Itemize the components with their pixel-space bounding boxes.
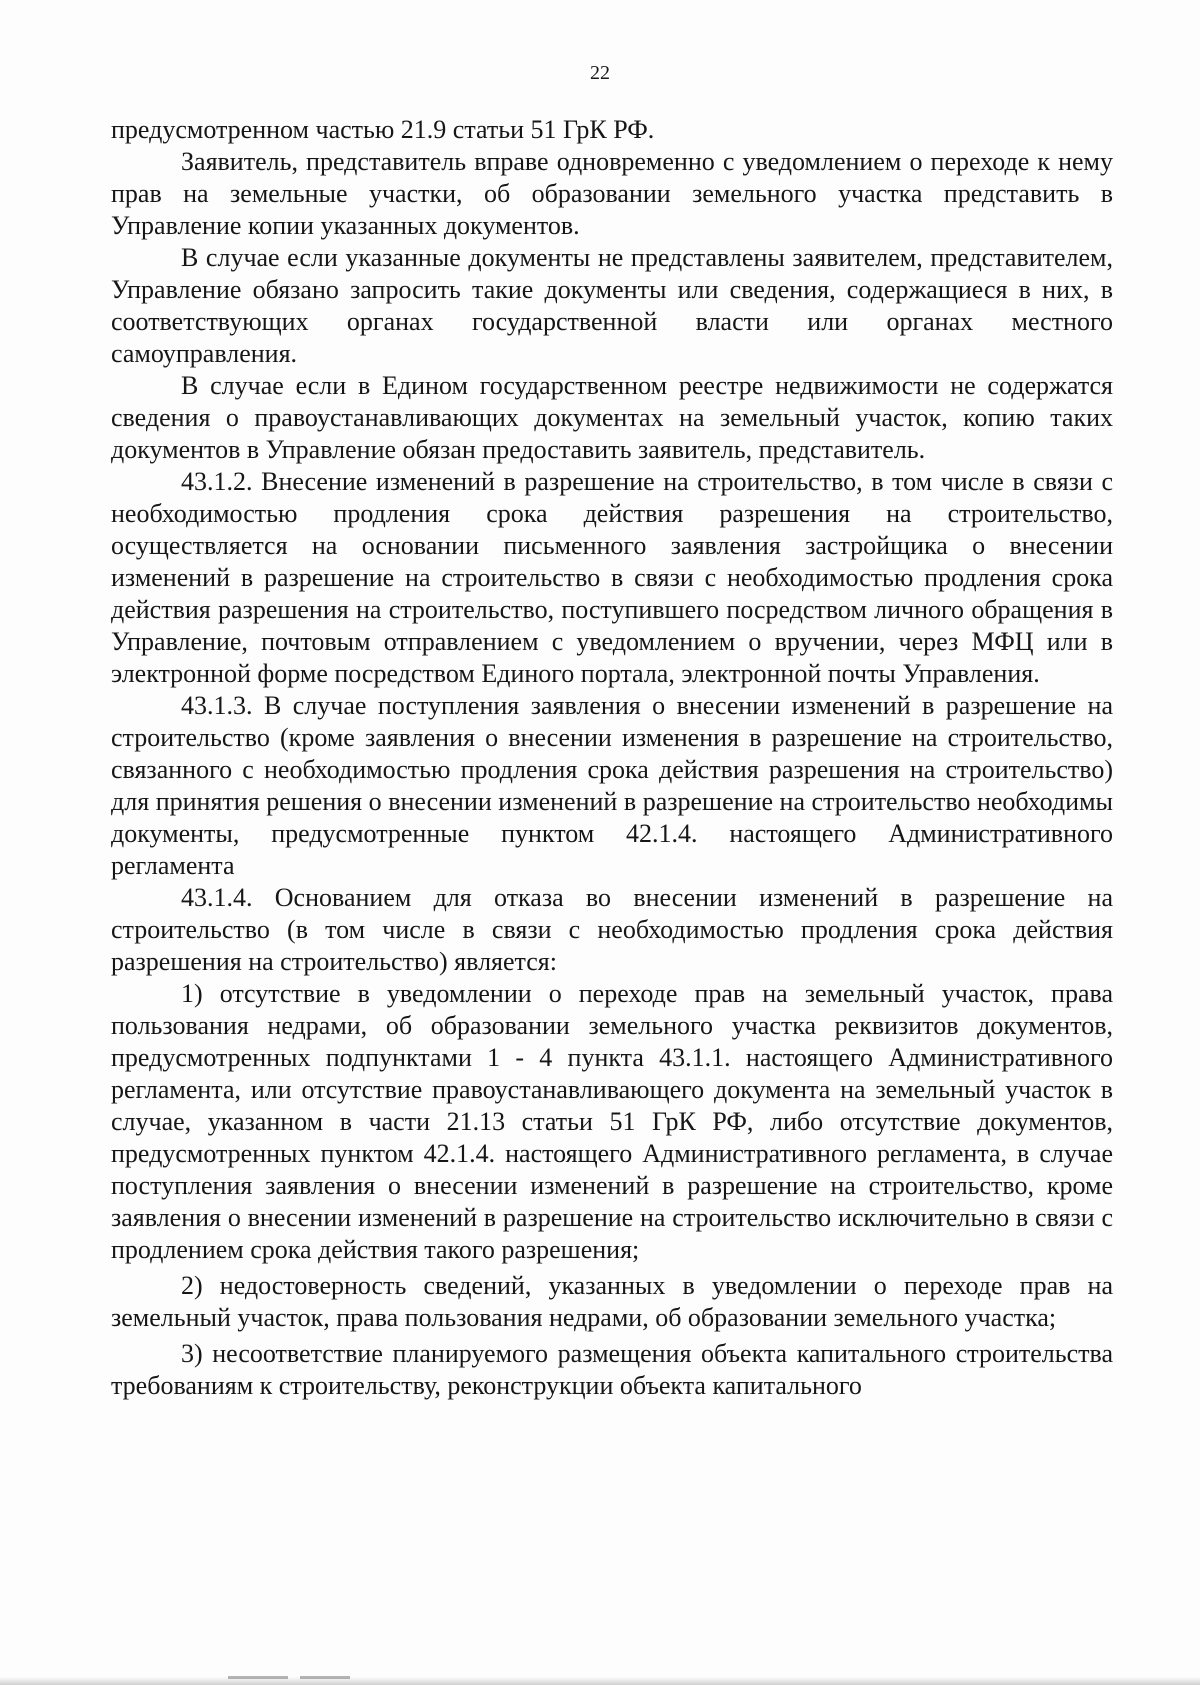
- scan-artifact: [228, 1676, 288, 1679]
- paragraph-43-1-4: 43.1.4. Основанием для отказа во внесении изменений в разрешение на строительство (в том числе в связи с необходимостью продления срока действия разрешения на строительство) является:: [111, 883, 1113, 976]
- scan-artifact: [300, 1676, 350, 1679]
- scan-edge-shadow: [0, 1677, 1200, 1685]
- list-item-3: 3) несоответствие планируемого размещения объекта капитального строительства требованиям к строительству, реконструкции объекта капитального: [111, 1339, 1113, 1400]
- paragraph-continuation: предусмотренном частью 21.9 статьи 51 ГрК РФ.: [111, 115, 655, 144]
- list-item-2: 2) недостоверность сведений, указанных в уведомлении о переходе прав на земельный участок, права пользования недрами, об образовании земельного участка;: [111, 1271, 1113, 1332]
- paragraph-43-1-2: 43.1.2. Внесение изменений в разрешение на строительство, в том числе в связи с необходимостью продления срока действия разрешения на строительство, осуществляется на основании письменного заявления застройщика о внесении изменений в разрешение на строительство в связи с необходимостью продления срока действия разрешения на строительство, поступившего посредством личного обращения в Управление, почтовым отправлением с уведомлением о вручении, через МФЦ или в электронной форме посредством Единого портала, электронной почты Управления.: [111, 467, 1113, 688]
- document-body: [111, 114, 1113, 1402]
- list-item-1: 1) отсутствие в уведомлении о переходе прав на земельный участок, права пользования недрами, об образовании земельного участка реквизитов документов, предусмотренных подпунктами 1 - 4 пункта 43.1.1. настоящего Административного регламента, или отсутствие правоустанавливающего документа на земельный участок в случае, указанном в части 21.13 статьи 51 ГрК РФ, либо отсутствие документов, предусмотренных пунктом 42.1.4. настоящего Административного регламента, в случае поступления заявления о внесении изменений в разрешение на строительство, кроме заявления о внесении изменений в разрешение на строительство исключительно в связи с продлением срока действия такого разрешения;: [111, 979, 1113, 1264]
- paragraph: Заявитель, представитель вправе одновременно с уведомлением о переходе к нему прав на земельные участки, об образовании земельного участка представить в Управление копии указанных документов.: [111, 147, 1113, 240]
- paragraph: В случае если указанные документы не представлены заявителем, представителем, Управление обязано запросить такие документы или сведения, содержащиеся в них, в соответствующих органах государственной власти или органах местного самоуправления.: [111, 243, 1113, 368]
- paragraph: В случае если в Едином государственном реестре недвижимости не содержатся сведения о правоустанавливающих документах на земельный участок, копию таких документов в Управление обязан предоставить заявитель, представитель.: [111, 371, 1113, 464]
- page-number: 22: [590, 62, 610, 84]
- paragraph-43-1-3: 43.1.3. В случае поступления заявления о внесении изменений в разрешение на строительство (кроме заявления о внесении изменения в разрешение на строительство, связанного с необходимостью продления срока действия разрешения на строительство) для принятия решения о внесении изменений в разрешение на строительство необходимы документы, предусмотренные пунктом 42.1.4. настоящего Административного регламента: [111, 691, 1113, 880]
